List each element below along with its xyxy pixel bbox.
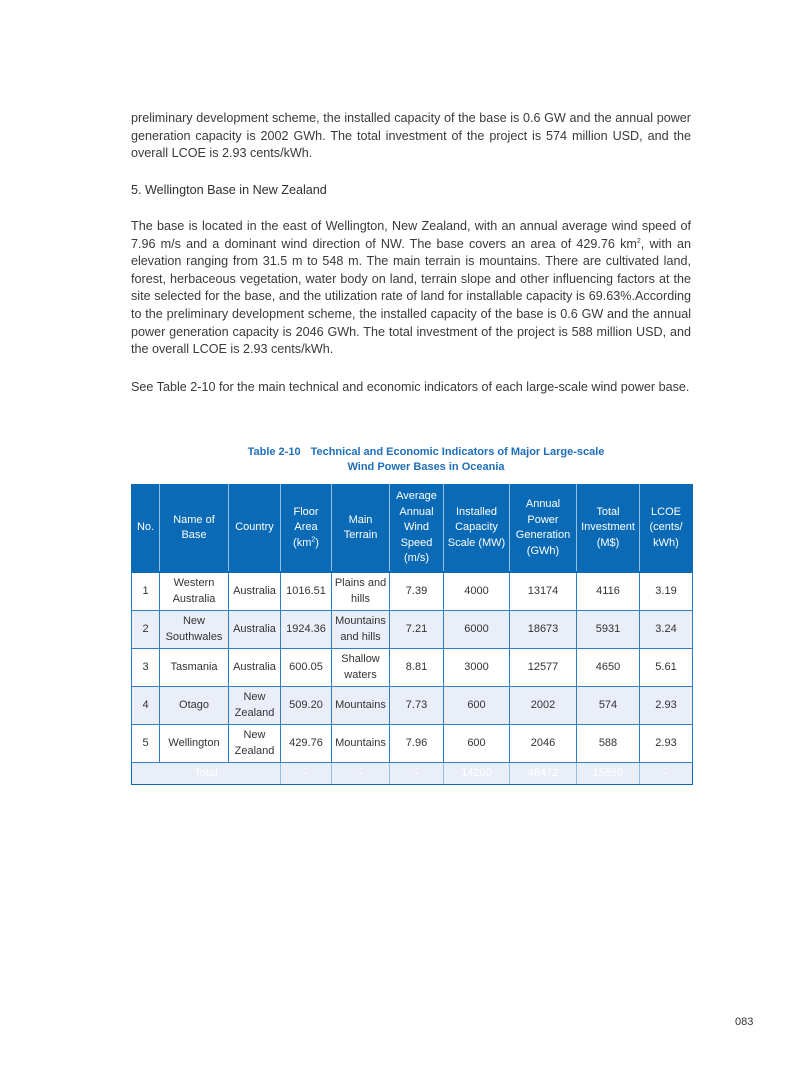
header-generation: Annual Power Generation (GWh) bbox=[510, 485, 577, 573]
cell-area: 429.76 bbox=[281, 725, 332, 763]
cell-investment: 5931 bbox=[577, 611, 640, 649]
paragraph-text: , with an elevation ranging from 31.5 m to 548 m. The main terrain is mountains. There are cultivated land, forest, herbaceous vegetation, water body on land, terrain slope and other influencing factors at the site selected for the base, and the utilization rate of land for installable capacity is 69.63%.According to the preliminary development scheme, the installed capacity of the base is 0.6 GW and the annual power generation capacity is 2046 GWh. The total investment of the project is 588 million USD, and the overall LCOE is 2.93 cents/kWh. bbox=[131, 236, 692, 357]
cell-area: 509.20 bbox=[281, 687, 332, 725]
table-header-row bbox=[132, 485, 693, 573]
cell-terrain: Mountains bbox=[332, 725, 390, 763]
cell-country: New Zealand bbox=[229, 687, 281, 725]
table-row bbox=[132, 649, 693, 687]
cell-terrain: Mountains and hills bbox=[332, 611, 390, 649]
cell-speed: 7.21 bbox=[390, 611, 444, 649]
table-row bbox=[132, 687, 693, 725]
cell-country: Australia bbox=[229, 611, 281, 649]
cell-no: 5 bbox=[132, 725, 160, 763]
table-row bbox=[132, 611, 693, 649]
header-name: Name of Base bbox=[160, 485, 229, 573]
cell-speed: 7.96 bbox=[390, 725, 444, 763]
cell-generation: 18673 bbox=[510, 611, 577, 649]
superscript: 2 bbox=[636, 237, 641, 245]
cell-area: 1924.36 bbox=[281, 611, 332, 649]
header-area bbox=[281, 485, 332, 573]
total-terrain: - bbox=[332, 763, 390, 785]
cell-capacity: 600 bbox=[444, 687, 510, 725]
paragraph-table-reference: See Table 2-10 for the main technical and economic indicators of each large-scale wind power base. bbox=[131, 380, 690, 394]
total-label: Total bbox=[132, 763, 281, 785]
cell-area: 600.05 bbox=[281, 649, 332, 687]
cell-speed: 8.81 bbox=[390, 649, 444, 687]
cell-country: Australia bbox=[229, 572, 281, 611]
cell-no: 3 bbox=[132, 649, 160, 687]
cell-capacity: 6000 bbox=[444, 611, 510, 649]
cell-no: 1 bbox=[132, 572, 160, 611]
cell-name: New Southwales bbox=[160, 611, 229, 649]
cell-lcoe: 3.19 bbox=[640, 572, 693, 611]
cell-capacity: 4000 bbox=[444, 572, 510, 611]
cell-country: Australia bbox=[229, 649, 281, 687]
total-capacity: 14200 bbox=[444, 763, 510, 785]
cell-name: Western Australia bbox=[160, 572, 229, 611]
total-speed: - bbox=[390, 763, 444, 785]
cell-investment: 588 bbox=[577, 725, 640, 763]
table-title-line1: Technical and Economic Indicators of Major Large-scale bbox=[310, 446, 605, 458]
cell-lcoe: 2.93 bbox=[640, 687, 693, 725]
header-no: No. bbox=[132, 485, 160, 573]
cell-name: Tasmania bbox=[160, 649, 229, 687]
cell-name: Otago bbox=[160, 687, 229, 725]
paragraph-text: The base is located in the east of Wellington, New Zealand, with an annual average wind speed of 7.96 m/s and a dominant wind direction of NW. The base covers an area of 429.76 km bbox=[131, 219, 691, 251]
cell-area: 1016.51 bbox=[281, 572, 332, 611]
header-speed: Average Annual Wind Speed (m/s) bbox=[390, 485, 444, 573]
header-investment: Total Investment (M$) bbox=[577, 485, 640, 573]
cell-lcoe: 2.93 bbox=[640, 725, 693, 763]
total-generation: 48472 bbox=[510, 763, 577, 785]
wind-power-bases-table bbox=[131, 484, 693, 785]
cell-investment: 574 bbox=[577, 687, 640, 725]
cell-capacity: 3000 bbox=[444, 649, 510, 687]
cell-generation: 12577 bbox=[510, 649, 577, 687]
table-number: Table 2-10 bbox=[247, 446, 301, 458]
cell-lcoe: 5.61 bbox=[640, 649, 693, 687]
table-title-line2: Wind Power Bases in Oceania bbox=[347, 461, 505, 473]
total-lcoe: - bbox=[640, 763, 693, 785]
cell-investment: 4650 bbox=[577, 649, 640, 687]
header-terrain: Main Terrain bbox=[332, 485, 390, 573]
cell-lcoe: 3.24 bbox=[640, 611, 693, 649]
cell-generation: 2002 bbox=[510, 687, 577, 725]
total-investment: 15859 bbox=[577, 763, 640, 785]
cell-no: 4 bbox=[132, 687, 160, 725]
total-area: - bbox=[281, 763, 332, 785]
cell-speed: 7.39 bbox=[390, 572, 444, 611]
header-area-close: ) bbox=[315, 536, 319, 549]
cell-name: Wellington bbox=[160, 725, 229, 763]
section-heading-wellington: 5. Wellington Base in New Zealand bbox=[131, 183, 327, 197]
cell-generation: 13174 bbox=[510, 572, 577, 611]
header-area-text: Floor Area (km bbox=[293, 505, 319, 549]
cell-investment: 4116 bbox=[577, 572, 640, 611]
header-lcoe: LCOE (cents/ kWh) bbox=[640, 485, 693, 573]
cell-speed: 7.73 bbox=[390, 687, 444, 725]
table-caption bbox=[131, 445, 791, 475]
cell-capacity: 600 bbox=[444, 725, 510, 763]
table-total-row bbox=[132, 763, 693, 785]
cell-no: 2 bbox=[132, 611, 160, 649]
table-row bbox=[132, 572, 693, 611]
paragraph-otago-summary: preliminary development scheme, the installed capacity of the base is 0.6 GW and the annual power generation capacity is 2002 GWh. The total investment of the project is 574 million USD, and the overall LCOE is 2.93 cents/kWh. bbox=[131, 111, 691, 161]
page-number: 083 bbox=[735, 1016, 754, 1028]
header-area-sup: 2 bbox=[311, 536, 316, 544]
cell-terrain: Mountains bbox=[332, 687, 390, 725]
cell-generation: 2046 bbox=[510, 725, 577, 763]
cell-terrain: Plains and hills bbox=[332, 572, 390, 611]
table-row bbox=[132, 725, 693, 763]
cell-country: New Zealand bbox=[229, 725, 281, 763]
cell-terrain: Shallow waters bbox=[332, 649, 390, 687]
header-country: Country bbox=[229, 485, 281, 573]
header-capacity: Installed Capacity Scale (MW) bbox=[444, 485, 510, 573]
paragraph-wellington-description bbox=[131, 218, 691, 359]
table-caption-text bbox=[248, 445, 605, 475]
